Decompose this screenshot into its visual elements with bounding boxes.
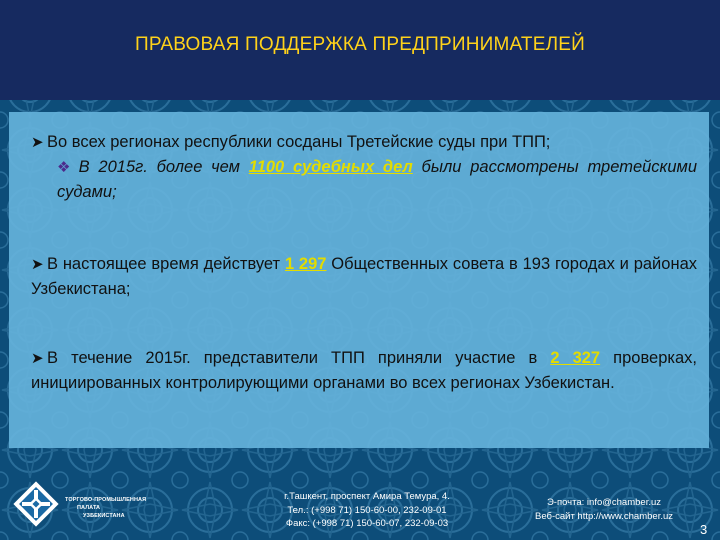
contact-block: [504, 496, 704, 523]
sub-bullet-text-after: были рассмотрены третейскими судами;: [57, 158, 697, 201]
slide-title: ПРАВОВАЯ ПОДДЕРЖКА ПРЕДПРИНИМАТЕЛЕЙ: [134, 34, 586, 55]
bullet-item-3: [31, 346, 697, 396]
org-name-line-3: УЗБЕКИСТАНА: [83, 513, 125, 519]
org-name-line-1: ТОРГОВО-ПРОМЫШЛЕННАЯ: [65, 497, 147, 503]
diamond-bullet-icon: ❖: [57, 159, 75, 176]
bullet-item-1: [31, 130, 697, 205]
phone: Тел.: (+998 71) 150-60-00, 232-09-01: [287, 504, 447, 516]
fax: Факс: (+998 71) 150-60-07, 232-09-03: [285, 518, 449, 529]
email: Э-почта: info@chamber.uz: [546, 497, 662, 508]
bullet-item-2: [31, 252, 697, 302]
sub-bullet-item: [31, 155, 697, 205]
bullet-text-before: В настоящее время действует: [47, 255, 285, 273]
org-name-line-2: ПАЛАТА: [77, 505, 101, 511]
chamber-logo-icon: [12, 480, 60, 528]
org-name: [65, 496, 175, 520]
page-number: 3: [700, 522, 708, 537]
bullet-text-before: В течение 2015г. представители ТПП приняли участие в: [47, 349, 551, 367]
website-link[interactable]: Веб-сайт http://www.chamber.uz: [534, 510, 674, 522]
bullet-text-after: проверках, инициированных контролирующими органами во всех регионах Узбекистан.: [31, 349, 697, 392]
bullet-text-after: Общественных совета в 193 городах и районах Узбекистана;: [31, 255, 697, 298]
arrow-bullet-icon: ➤: [31, 350, 44, 367]
arrow-bullet-icon: ➤: [31, 256, 44, 273]
bullet-text: Во всех регионах республики сосданы Третейские суды при ТПП;: [47, 133, 551, 151]
highlight-value: 1 297: [284, 255, 327, 273]
highlight-value: 1100 судебных дел: [248, 158, 413, 176]
slide-header: [0, 0, 720, 100]
content-panel: [9, 112, 709, 448]
address-block: [262, 490, 472, 531]
arrow-bullet-icon: ➤: [31, 134, 44, 151]
highlight-value: 2 327: [550, 349, 601, 367]
address: г.Ташкент, проспект Амира Темура, 4.: [284, 491, 450, 502]
sub-bullet-text-before: В 2015г. более чем: [78, 158, 249, 176]
